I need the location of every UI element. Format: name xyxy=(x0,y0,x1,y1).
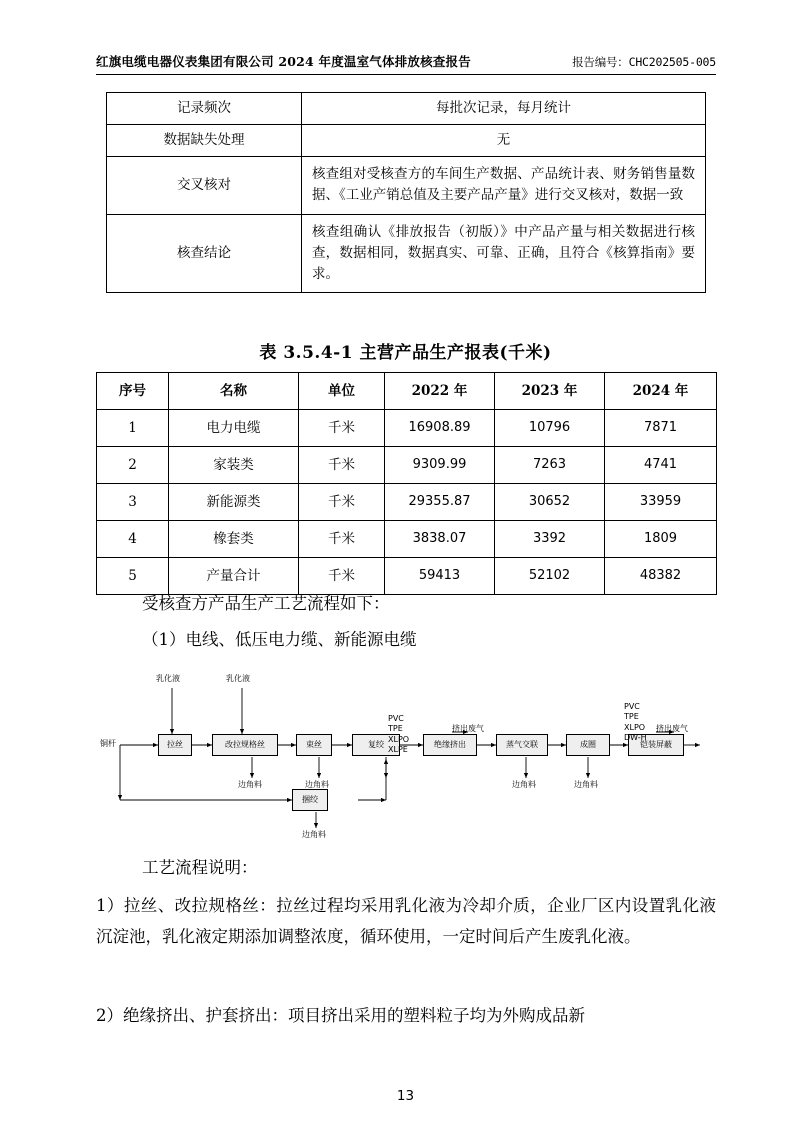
flow-label-waste-gas-1: 挤出废气 xyxy=(452,724,484,733)
cell-2023: 7263 xyxy=(495,447,605,484)
cell-2022: 16908.89 xyxy=(385,410,495,447)
flow-box-fujiao: 复绞 xyxy=(352,734,400,756)
cell-2024: 7871 xyxy=(605,410,717,447)
flow-label-emulsion-1: 乳化液 xyxy=(156,674,180,683)
cell-unit: 千米 xyxy=(299,410,385,447)
cell-2022: 9309.99 xyxy=(385,447,495,484)
cell-name: 电力电缆 xyxy=(169,410,299,447)
row-value: 核查组确认《排放报告（初版）》中产品产量与相关数据进行核查，数据相同，数据真实、可靠、正确，且符合《核算指南》要求。 xyxy=(302,214,706,293)
flow-label-scrap-2: 边角料 xyxy=(305,780,329,789)
flow-label-materials-2: PVC TPE XLPO DW-H xyxy=(624,702,647,743)
flow-box-kunjiao: 捆绞 xyxy=(292,789,328,811)
cell-2022: 29355.87 xyxy=(385,484,495,521)
column-header: 2024 年 xyxy=(605,373,717,410)
column-header: 2023 年 xyxy=(495,373,605,410)
cell-2022: 3838.07 xyxy=(385,521,495,558)
table-row xyxy=(107,93,706,125)
table-row xyxy=(107,124,706,156)
table-row xyxy=(107,156,706,214)
column-header: 名称 xyxy=(169,373,299,410)
flow-label-emulsion-2: 乳化液 xyxy=(226,674,250,683)
cell-name: 家装类 xyxy=(169,447,299,484)
cell-2024: 48382 xyxy=(605,558,717,595)
flow-label-input: 铜杆 xyxy=(100,739,116,748)
cell-unit: 千米 xyxy=(299,521,385,558)
column-header: 2022 年 xyxy=(385,373,495,410)
table-header-row xyxy=(97,373,717,410)
paragraph-intro: 受核查方产品生产工艺流程如下： xyxy=(142,594,390,613)
header-report-code: 报告编号：CHC202505-005 xyxy=(572,55,716,69)
flow-label-scrap-3: 边角料 xyxy=(302,830,326,839)
cell-name: 新能源类 xyxy=(169,484,299,521)
row-value: 核查组对受核查方的车间生产数据、产品统计表、财务销售量数据、《工业产销总值及主要产品产量》进行交叉核对，数据一致 xyxy=(302,156,706,214)
flow-box-kaizhuang: 铠装屏蔽 xyxy=(628,734,684,756)
cell-index: 4 xyxy=(97,521,169,558)
paragraph-flow-title: 工艺流程说明： xyxy=(142,858,258,877)
flow-box-gaila: 改拉规格丝 xyxy=(212,734,278,756)
flow-label-scrap-4: 边角料 xyxy=(512,780,536,789)
cell-index: 3 xyxy=(97,484,169,521)
row-value: 无 xyxy=(302,124,706,156)
production-table-caption: 表 3.5.4-1 主营产品生产报表(千米) xyxy=(259,343,552,363)
cell-2023: 3392 xyxy=(495,521,605,558)
row-label: 交叉核对 xyxy=(107,156,302,214)
flow-label-scrap-1: 边角料 xyxy=(238,780,262,789)
page-number: 13 xyxy=(396,1088,415,1104)
flow-label-waste-gas-2: 挤出废气 xyxy=(656,724,688,733)
cell-name: 产量合计 xyxy=(169,558,299,595)
cell-index: 5 xyxy=(97,558,169,595)
cell-2024: 4741 xyxy=(605,447,717,484)
table-row xyxy=(97,484,717,521)
verification-table xyxy=(106,92,706,293)
flow-label-scrap-5: 边角料 xyxy=(574,780,598,789)
cell-2023: 10796 xyxy=(495,410,605,447)
production-table xyxy=(96,372,717,595)
row-label: 数据缺失处理 xyxy=(107,124,302,156)
process-flow-diagram xyxy=(96,660,716,850)
row-label: 核查结论 xyxy=(107,214,302,293)
column-header: 序号 xyxy=(97,373,169,410)
table-row xyxy=(97,521,717,558)
cell-index: 1 xyxy=(97,410,169,447)
cell-2023: 52102 xyxy=(495,558,605,595)
table-row xyxy=(97,410,717,447)
cell-index: 2 xyxy=(97,447,169,484)
flow-box-zhengqi: 蒸气交联 xyxy=(496,734,548,756)
table-row xyxy=(107,214,706,293)
row-label: 记录频次 xyxy=(107,93,302,125)
paragraph-item-1: （1）电线、低压电力缆、新能源电缆 xyxy=(142,630,417,649)
cell-2024: 1809 xyxy=(605,521,717,558)
row-value: 每批次记录，每月统计 xyxy=(302,93,706,125)
column-header: 单位 xyxy=(299,373,385,410)
cell-2022: 59413 xyxy=(385,558,495,595)
flow-label-materials-1: PVC TPE XLPO XLPE xyxy=(388,714,410,755)
cell-unit: 千米 xyxy=(299,484,385,521)
header-divider xyxy=(96,74,716,75)
cell-name: 橡套类 xyxy=(169,521,299,558)
flow-box-chengquan: 成圈 xyxy=(566,734,610,756)
flow-box-shusi: 束丝 xyxy=(296,734,332,756)
cell-unit: 千米 xyxy=(299,447,385,484)
document-header xyxy=(96,52,716,70)
cell-2024: 33959 xyxy=(605,484,717,521)
cell-2023: 30652 xyxy=(495,484,605,521)
flow-box-juyuan: 绝缘挤出 xyxy=(423,734,477,756)
cell-unit: 千米 xyxy=(299,558,385,595)
flow-box-lasi: 拉丝 xyxy=(158,734,192,756)
table-row xyxy=(97,447,717,484)
paragraph-bullet-1: 1）拉丝、改拉规格丝：拉丝过程均采用乳化液为冷却介质，企业厂区内设置乳化液沉淀池，乳化液定期添加调整浓度，循环使用，一定时间后产生废乳化液。 xyxy=(96,896,716,947)
paragraph-bullet-2: 2）绝缘挤出、护套挤出：项目挤出采用的塑料粒子均为外购成品新 xyxy=(96,1006,585,1025)
header-title: 红旗电缆电器仪表集团有限公司 2024 年度温室气体排放核查报告 xyxy=(96,54,471,69)
